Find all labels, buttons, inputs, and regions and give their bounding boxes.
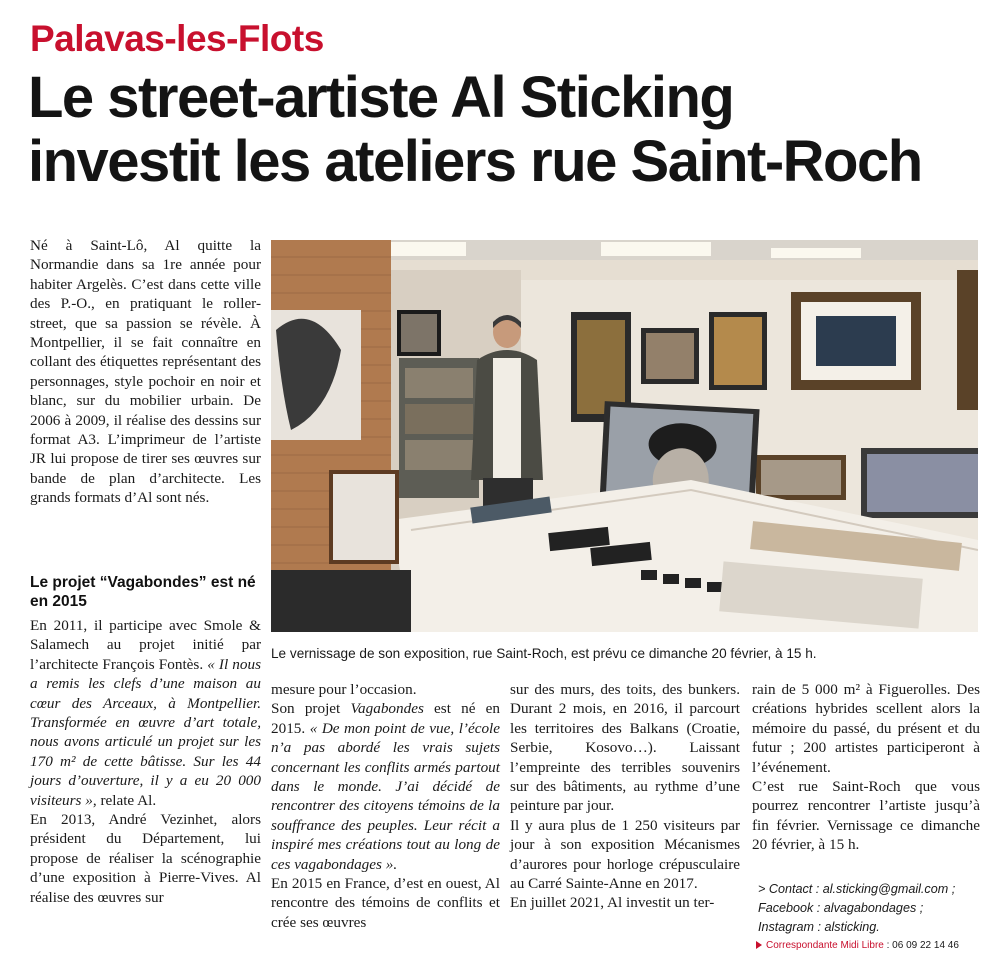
intro-column	[30, 236, 261, 508]
column-1	[30, 616, 261, 907]
paragraph: Son projet Vagabondes est né en 2015. « De mon point de vue, l’école n’a pas abordé les vrais sujets concernant les conflits armés partout dans le monde. J’ai décidé de rencontrer des citoyens témoins de la souffrance des peuples. Leur récit a inspiré mes créations tout au long de ces vagabondages ».	[271, 700, 501, 873]
paragraph: rain de 5 000 m² à Figuerolles. Des créations hybrides scellent alors la mémoire du passé, du présent et du futur ; 200 artistes participeront à l’événement.	[752, 681, 980, 776]
correspondent-phone: : 06 09 22 14 46	[883, 940, 959, 951]
correspondent-credit	[756, 940, 986, 951]
paragraph: En 2015 en France, d’est en ouest, Al rencontre des témoins de conflits et crée ses œuvres	[271, 875, 500, 931]
contact-facebook: Facebook : alvagabondages ;	[758, 901, 924, 915]
intro-paragraph: Né à Saint-Lô, Al quitte la Normandie dans sa 1re année pour habiter Argelès. C’est dans cette ville des P.-O., en pratiquant le roller-street, que sa passion se révèle. À Montpellier, il se fait connaître en collant des étiquettes représentant des personnages, style pochoir en noir et blanc, sur du mobilier urbain. De 2006 à 2009, il réalise des dessins sur format A3. L’imprimeur de l’artiste JR lui propose de tirer ses œuvres sur bande de plan d’architecte. Les grands formats d’Al sont nés.	[30, 237, 261, 507]
paragraph: sur des murs, des toits, des bunkers. Durant 2 mois, en 2016, il parcourt les territoires des Balkans (Croatie, Serbie, Kosovo…). Laissant l’empreinte des terribles souvenirs sur des bâtiments, au rythme d’une peinture par jour.	[510, 681, 740, 815]
contact-block	[758, 880, 986, 937]
column-4	[752, 680, 980, 855]
photo-caption: Le vernissage de son exposition, rue Saint-Roch, est prévu ce dimanche 20 février, à 15 h.	[271, 646, 817, 661]
contact-email: > Contact : al.sticking@gmail.com ;	[758, 882, 956, 896]
gallery-photo	[271, 240, 978, 632]
paragraph: En 2013, André Vezinhet, alors président du Département, lui propose de réaliser la scénographie d’une exposition à Pierre-Vives. Al réalise des œuvres sur	[30, 811, 261, 906]
subheading: Le projet “Vagabondes” est né en 2015	[30, 574, 256, 610]
headline-line-2: investit les ateliers rue Saint-Roch	[28, 129, 922, 194]
column-3	[510, 680, 740, 913]
kicker: Palavas-les-Flots	[30, 18, 324, 59]
column-2	[271, 680, 500, 932]
paragraph: En juillet 2021, Al investit un ter-	[510, 894, 715, 912]
paragraph: C’est rue Saint-Roch que vous pourrez rencontrer l’artiste jusqu’à fin février. Vernissage ce dimanche 20 février, à 15 h.	[752, 778, 980, 854]
gallery-photo-illustration	[271, 240, 978, 632]
paragraph: mesure pour l’occasion.	[271, 681, 417, 698]
headline-line-1: Le street-artiste Al Sticking	[28, 65, 734, 130]
headline	[28, 66, 988, 194]
paragraph: En 2011, il participe avec Smole & Salamech au projet initié par l’architecte François Fontès. « Il nous a remis les clefs d’une maison au cœur des Arceaux, à Montpellier. Transformée en œuvre d’art totale, nous avons articulé un projet sur les 170 m² de cette bâtisse. Sur les 44 jours d’ouverture, il y a eu 20 000 visiteurs », relate Al.	[30, 617, 261, 809]
paragraph: Il y aura plus de 1 250 visiteurs par jour à son exposition Mécanismes d’aurores pour horloge crépusculaire au Carré Sainte-Anne en 2017.	[510, 816, 740, 893]
contact-instagram: Instagram : alsticking.	[758, 920, 880, 934]
triangle-bullet-icon	[756, 941, 762, 949]
correspondent-label: Correspondante Midi Libre	[766, 940, 884, 951]
